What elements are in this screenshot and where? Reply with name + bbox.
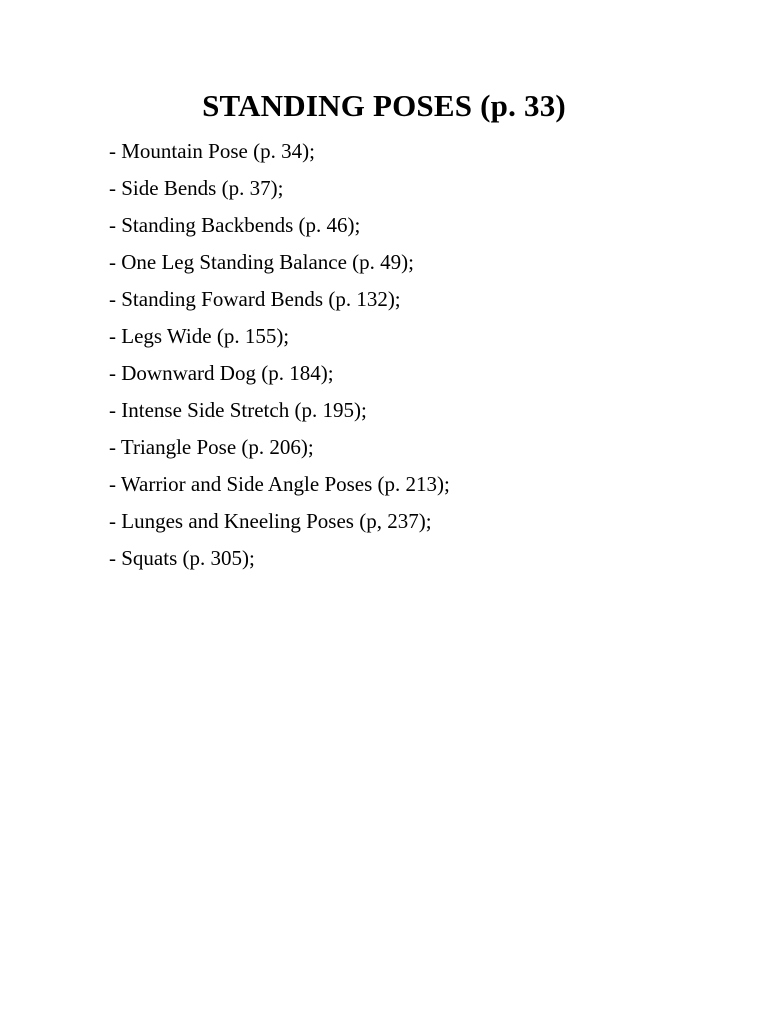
list-item: - Standing Backbends (p. 46); xyxy=(109,213,361,237)
list-item: - Standing Foward Bends (p. 132); xyxy=(109,287,401,311)
list-item: - Intense Side Stretch (p. 195); xyxy=(109,398,367,422)
list-item: - Side Bends (p. 37); xyxy=(109,176,284,200)
list-item: - Squats (p. 305); xyxy=(109,546,255,570)
list-item: - Triangle Pose (p. 206); xyxy=(109,435,314,459)
page-title: STANDING POSES (p. 33) xyxy=(202,88,566,123)
list-item: - Warrior and Side Angle Poses (p. 213); xyxy=(109,472,450,496)
list-item: - Mountain Pose (p. 34); xyxy=(109,139,315,163)
pose-list xyxy=(109,133,450,577)
list-item: - Legs Wide (p. 155); xyxy=(109,324,290,348)
list-item: - One Leg Standing Balance (p. 49); xyxy=(109,250,414,274)
list-item: - Lunges and Kneeling Poses (p, 237); xyxy=(109,509,432,533)
list-item: - Downward Dog (p. 184); xyxy=(109,361,334,385)
